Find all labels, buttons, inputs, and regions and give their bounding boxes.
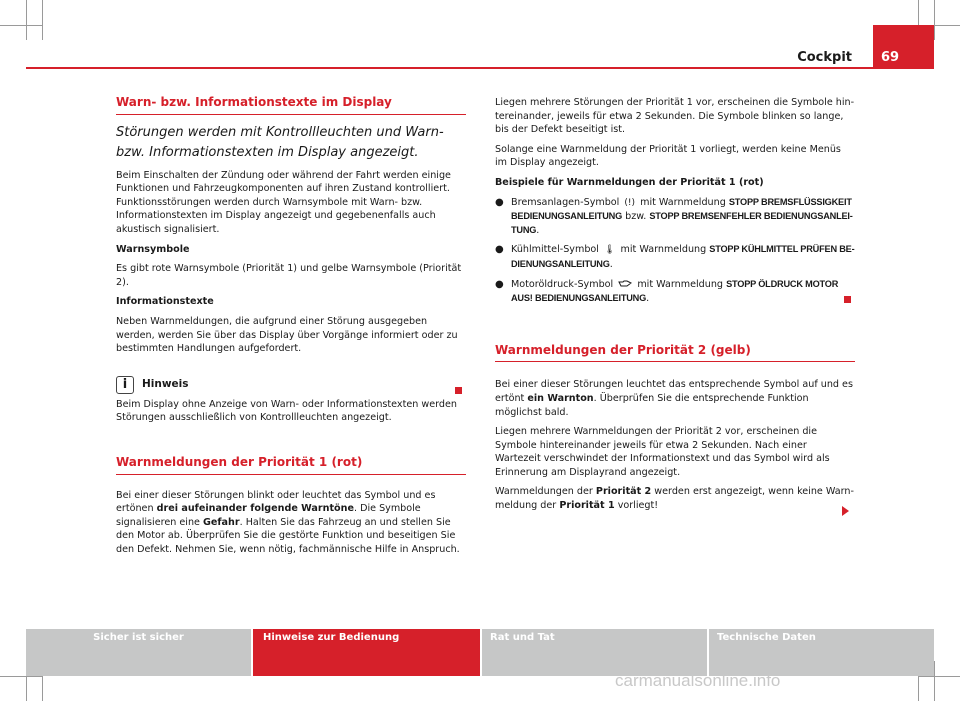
text-run: mit Warnmeldung (637, 278, 724, 290)
warnsymbole-text: Es gibt rote Warnsymbole (Priorität 1) und gelbe Warnsymbole (Priorität 2). (116, 263, 462, 288)
footer-tab-rat-und-tat[interactable]: Rat und Tat (482, 629, 707, 676)
message-text: STOPP KÜHLMITTEL PRÜFEN BEDIENUNGSANLEITUNG (511, 244, 855, 269)
footer-tab-bedienung[interactable]: Hinweise zur Bedienung (253, 629, 480, 676)
bullet-dot: ● (495, 196, 504, 208)
text-run: mit Warnmeldung (640, 196, 726, 208)
text-run: . Überprüfen Sie die entsprechende Funktion möglichst bald. (495, 392, 809, 418)
informationstexte-heading: Informationstexte (116, 296, 214, 308)
brake-warning-icon: (!) (624, 197, 636, 208)
examples-heading: Beispiele für Warnmeldungen der Priorität 1 (rot) (495, 176, 764, 188)
text-run: . (536, 224, 540, 236)
footer-nav (26, 629, 934, 676)
section-title-priority-2: Warnmeldungen der Priorität 2 (gelb) (495, 344, 855, 363)
message-text: STOPP ÖLDRUCK MOTOR AUS! BEDIENUNGSANLEITUNG (511, 278, 839, 304)
priority-1-sequence-paragraph: Liegen mehrere Störungen der Priorität 1 vor, erscheinen die Symbole hintereinander, jeweils für etwa 2 Sekunden. Die Symbole blinken so lange, bis der Defekt beseitigt ist. (495, 97, 855, 136)
text-run-bold: Priorität 2 (595, 486, 652, 498)
text-run: mit Warnmeldung (620, 244, 707, 256)
note-text (116, 398, 466, 425)
text-run: Warnmeldungen der (495, 486, 593, 498)
coolant-temperature-icon: 🌡︎ (604, 245, 616, 256)
crop-mark (42, 0, 43, 40)
oil-can-icon (618, 279, 632, 293)
text-run: . Die Symbole signalisieren eine (116, 503, 421, 528)
text-run: . (609, 258, 613, 270)
text-run: Kühlmittel-Symbol (511, 244, 599, 256)
text-run: Motoröldruck-Symbol (511, 278, 614, 290)
continue-arrow-icon (842, 506, 849, 516)
bullet-dot: ● (495, 278, 504, 290)
example-text (511, 278, 855, 306)
example-text (511, 243, 855, 271)
text-run: Bei einer dieser Störungen leuchtet das entsprechende Symbol auf und es ertönt (495, 379, 853, 404)
left-column (116, 96, 466, 562)
text-run-bold: drei aufeinander folgende Warntöne (156, 503, 354, 515)
note-body: Beim Display ohne Anzeige von Warn- oder Informationstexten werden Störungen ausschließlich von Kontrollleuchten angezeigt. (116, 398, 457, 424)
section-title-warn-info: Warn- bzw. Informationstexte im Display (116, 96, 466, 115)
text-run: bzw. (625, 211, 647, 223)
crop-mark (0, 676, 42, 677)
crop-mark (26, 0, 27, 40)
right-column (495, 96, 855, 519)
text-run: . Halten Sie das Fahrzeug an und stellen Sie den Motor ab. Überprüfen Sie die gestörte Funktion und beseitigen Sie den Defekt. Nehmen Sie, wenn nötig, fachmännische Hilfe in Anspruch. (116, 516, 460, 555)
text-run-bold: ein Warnton (527, 392, 594, 404)
section-title-priority-1: Warnmeldungen der Priorität 1 (rot) (116, 456, 466, 475)
crop-mark (934, 0, 935, 40)
section-subtitle: Störungen werden mit Kontrollleuchten und Warn- bzw. Informationstexten im Display angezeigt. (116, 124, 444, 160)
text-run: werden erst angezeigt, wenn keine Warnmeldung der (495, 486, 854, 512)
page-number: 69 (873, 25, 934, 69)
priority-1-paragraph (116, 489, 466, 557)
priority-1-menu-paragraph: Solange eine Warnmeldung der Priorität 1 vorliegt, werden keine Menüs im Display angezeigt. (495, 143, 841, 169)
example-item-coolant (495, 243, 855, 271)
intro-paragraph: Beim Einschalten der Zündung oder während der Fahrt werden einige Funktionen und Fahrzeugkomponenten auf ihren Zustand kontrolliert. Funktionsstörungen werden durch Warnsymbole mit Warn- bzw. Informationstexten im Display angezeigt und gegebenenfalls auch akustisch signalisiert. (116, 169, 451, 235)
text-run-bold: Gefahr (203, 516, 240, 528)
informationstexte-text: Neben Warnmeldungen, die aufgrund einer Störung ausgegeben werden, werden Sie über das Display über Vorgänge informiert oder zu bestimmten Handlungen aufgefordert. (116, 315, 458, 355)
text-run: Bei einer dieser Störungen blinkt oder leuchtet das Symbol und es ertönen (116, 489, 436, 515)
message-text: STOPP BREMSFLÜSSIGKEIT BEDIENUNGSANLEITUNG (511, 196, 852, 222)
section-end-mark (455, 387, 462, 394)
bullet-dot: ● (495, 244, 504, 256)
text-run: Bremsanlagen-Symbol (511, 196, 620, 208)
priority-2-paragraph-1 (495, 378, 855, 419)
example-item-brake (495, 196, 855, 238)
priority-2-paragraph-3 (495, 485, 855, 512)
note-header (116, 376, 466, 394)
footer-tab-sicher[interactable]: Sicher ist sicher (26, 629, 251, 676)
crop-mark (0, 25, 42, 26)
watermark: carmanualsonline.info (615, 671, 781, 690)
crop-mark (918, 676, 960, 677)
header-rule (26, 67, 934, 69)
example-item-oil-pressure (495, 278, 855, 306)
text-run: vorliegt! (617, 500, 659, 512)
note-title: Hinweis (142, 377, 189, 390)
crop-mark (934, 661, 935, 701)
text-run: . (646, 293, 650, 305)
header-title: Cockpit (797, 50, 852, 65)
priority-2-paragraph-2: Liegen mehrere Warnmeldungen der Priorität 2 vor, erscheinen die Symbole hintereinander jeweils für etwa 2 Sekunden. Nach einer Wartezeit verschwindet der Informationstext und das Symbol wird als Erinnerung am Displayrand angezeigt. (495, 426, 830, 478)
message-text: STOPP BREMSENFEHLER BEDIENUNGSANLEITUNG (511, 211, 853, 235)
example-text (511, 196, 855, 238)
text-run-bold: Priorität 1 (559, 500, 615, 512)
footer-tab-technische-daten[interactable]: Technische Daten (709, 629, 934, 676)
warnsymbole-heading: Warnsymbole (116, 243, 190, 255)
info-note-icon (116, 376, 134, 394)
